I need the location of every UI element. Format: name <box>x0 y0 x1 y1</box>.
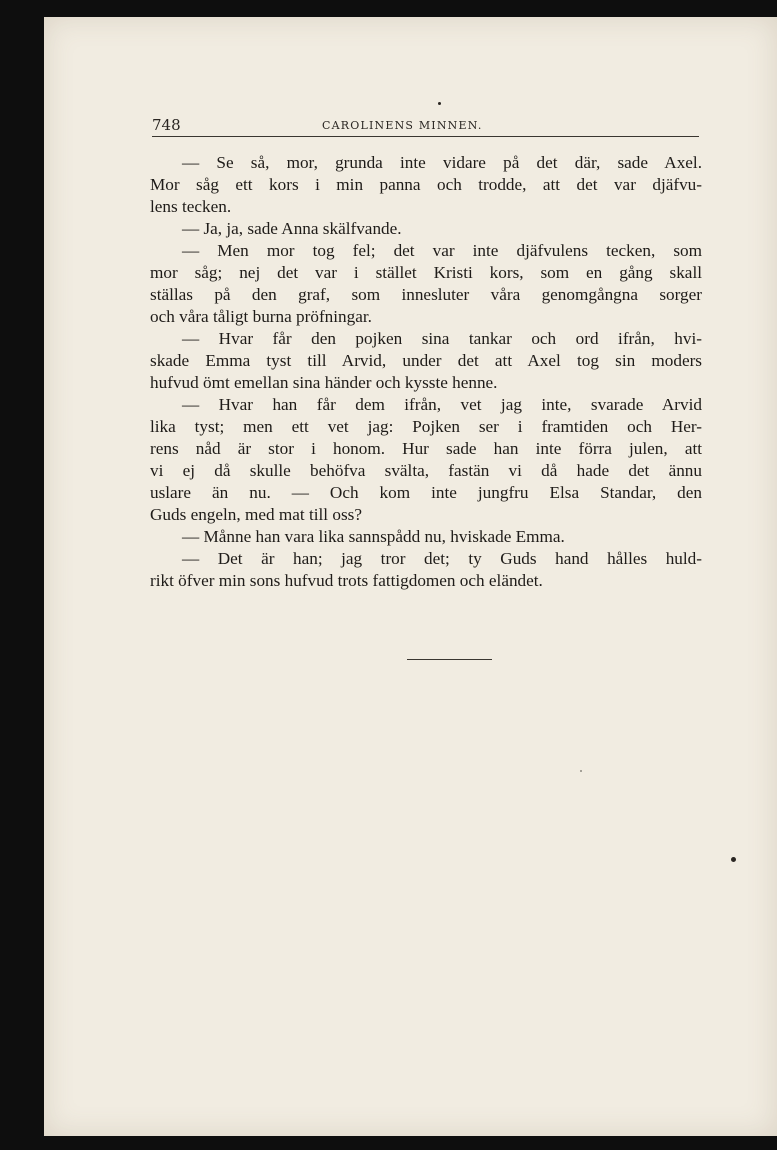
text-line: lika tyst; men ett vet jag: Pojken ser i framtiden och Her- <box>150 417 702 436</box>
text-line: och våra tåligt burna pröfningar. <box>150 307 372 326</box>
text-line: Guds engeln, med mat till oss? <box>150 505 362 524</box>
body-text <box>150 152 702 592</box>
text-line: — Hvar han får dem ifrån, vet jag inte, svarade Arvid <box>182 395 702 414</box>
page-number: 748 <box>152 116 181 134</box>
page-header <box>152 114 699 137</box>
text-line: lens tecken. <box>150 197 232 216</box>
text-line: rens nåd är stor i honom. Hur sade han inte förra julen, att <box>150 439 702 458</box>
text-line: hufvud ömt emellan sina händer och kysste henne. <box>150 373 498 392</box>
text-line: Mor såg ett kors i min panna och trodde, att det var djäfvu- <box>150 175 702 194</box>
text-line: — Men mor tog fel; det var inte djäfvulens tecken, som <box>182 241 702 260</box>
text-line: ställas på den graf, som innesluter våra genomgångna sorger <box>150 285 702 304</box>
text-line: — Det är han; jag tror det; ty Guds hand hålles huld- <box>182 549 702 568</box>
text-line: — Hvar får den pojken sina tankar och ord ifrån, hvi- <box>182 329 702 348</box>
text-line: vi ej då skulle behöfva svälta, fastän vi då hade det ännu <box>150 461 702 480</box>
text-line: rikt öfver min sons hufvud trots fattigdomen och eländet. <box>150 571 543 590</box>
text-line: — Ja, ja, sade Anna skälfvande. <box>182 219 402 238</box>
section-divider <box>407 659 492 660</box>
text-line: — Månne han vara lika sannspådd nu, hviskade Emma. <box>182 527 565 546</box>
ink-speck <box>580 770 582 772</box>
text-line: skade Emma tyst till Arvid, under det att Axel tog sin moders <box>150 351 702 370</box>
text-line: — Se så, mor, grunda inte vidare på det där, sade Axel. <box>182 153 702 172</box>
text-line: mor såg; nej det var i stället Kristi kors, som en gång skall <box>150 263 702 282</box>
ink-speck <box>731 857 736 862</box>
text-line: uslare än nu. — Och kom inte jungfru Elsa Standar, den <box>150 483 702 502</box>
running-title: CAROLINENS MINNEN. <box>322 119 483 132</box>
ink-speck <box>438 102 441 105</box>
